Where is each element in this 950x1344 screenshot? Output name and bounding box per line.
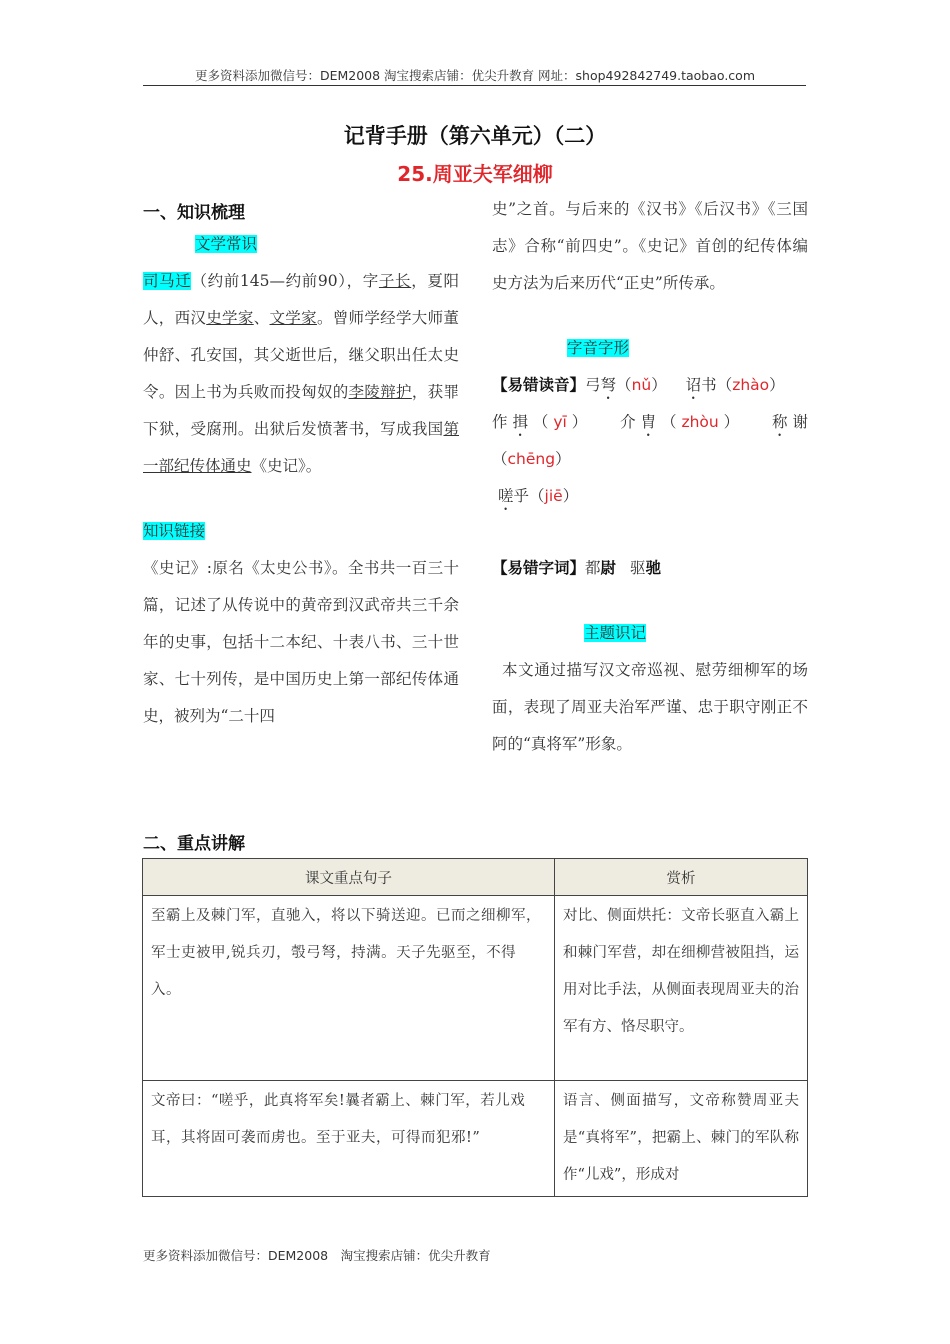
pinyin: yī (553, 413, 567, 431)
right-column (492, 191, 808, 763)
pinyin: jiē (544, 487, 563, 505)
left-column (143, 226, 459, 735)
theme-text: 本文通过描写汉文帝巡视、慰劳细柳军的场面，表现了周亚夫治军严谨、忠于职守刚正不阿的“真将军”形象。 (492, 661, 808, 753)
section-heading-key-points: 二、重点讲解 (143, 834, 245, 854)
analysis-cell: 语言、侧面描写，文帝称赞周亚夫是“真将军”，把霸上、棘门的军队称作“儿戏”，形成对 (555, 1081, 808, 1197)
pronunciation-tag: 【易错读音】 (492, 376, 586, 394)
wrong-words-line: 【易错字词】都尉 驱驰 (492, 558, 662, 577)
key-sentences-table (142, 858, 808, 1197)
table-row (143, 1081, 808, 1197)
page-title: 记背手册（第六单元）（二） (343, 124, 607, 148)
pinyin: nǔ (631, 376, 652, 394)
section-heading-knowledge: 一、知识梳理 (143, 203, 245, 223)
column-header: 课文重点句子 (143, 859, 555, 896)
knowledge-link-label: 知识链接 (143, 522, 206, 540)
header-rule (143, 85, 806, 86)
author-name: 司马迁 (143, 272, 192, 290)
theme-label: 主题识记 (584, 624, 647, 642)
pronunciation-block: 【易错读音】弓弩（nǔ） 诏书（zhào） 作 揖 （ yī ） 介 胄 （ zhòu ） 称 谢 （chēng） 嗟乎（jiē） (492, 376, 808, 505)
author-courtesy-name: 子长 (378, 272, 412, 290)
pinyin: zhòu (681, 413, 719, 431)
page-header: 更多资料添加微信号：DEM2008 淘宝搜索店铺：优尖升教育 网址：shop492842749.taobao.com (194, 68, 756, 83)
table-row (143, 896, 808, 1081)
author-paragraph: 司马迁（约前145—约前90），字子长，夏阳人，西汉史学家、文学家。曾师学经学大师董仲舒、孔安国，其父逝世后，继父职出任太史令。因上书为兵败而投匈奴的李陵辩护，获罪下狱，受腐刑。出狱后发愤著书，写成我国第一部纪传体通史《史记》。 (143, 272, 459, 475)
wrong-words-tag: 【易错字词】 (492, 559, 586, 577)
pinyin: zhào (732, 376, 770, 394)
char-form-label: 字音字形 (567, 339, 630, 357)
key-sentence-cell: 文帝曰：“嗟乎，此真将军矣!曩者霸上、棘门军，若儿戏耳，其将固可袭而虏也。至于亚夫，可得而犯邪!” (143, 1081, 555, 1197)
knowledge-link-text: 《史记》:原名《太史公书》。全书共一百三十篇，记述了从传说中的黄帝到汉武帝共三千余年的史事，包括十二本纪、十表八书、三十世家、七十列传，是中国历史上第一部纪传体通史，被列为“二十四 (143, 559, 459, 725)
analysis-cell: 对比、侧面烘托：文帝长驱直入霸上和棘门军营，却在细柳营被阻挡，运用对比手法，从侧面表现周亚夫的治军有方、恪尽职守。 (555, 896, 808, 1081)
literature-label: 文学常识 (195, 235, 258, 253)
lesson-title: 25.周亚夫军细柳 (397, 162, 553, 186)
pinyin: chēng (507, 450, 556, 468)
page-footer: 更多资料添加微信号：DEM2008 淘宝搜索店铺：优尖升教育 (143, 1248, 491, 1263)
knowledge-link-continued: 史”之首。与后来的《汉书》《后汉书》《三国志》合称“前四史”。《史记》首创的纪传体编史方法为后来历代“正史”所传承。 (492, 200, 808, 292)
column-header: 赏析 (555, 859, 808, 896)
key-sentence-cell: 至霸上及棘门军，直驰入，将以下骑送迎。已而之细柳军，军士吏被甲,锐兵刃，彀弓弩，持满。天子先驱至，不得入。 (143, 896, 555, 1081)
table-header-row (143, 859, 808, 896)
